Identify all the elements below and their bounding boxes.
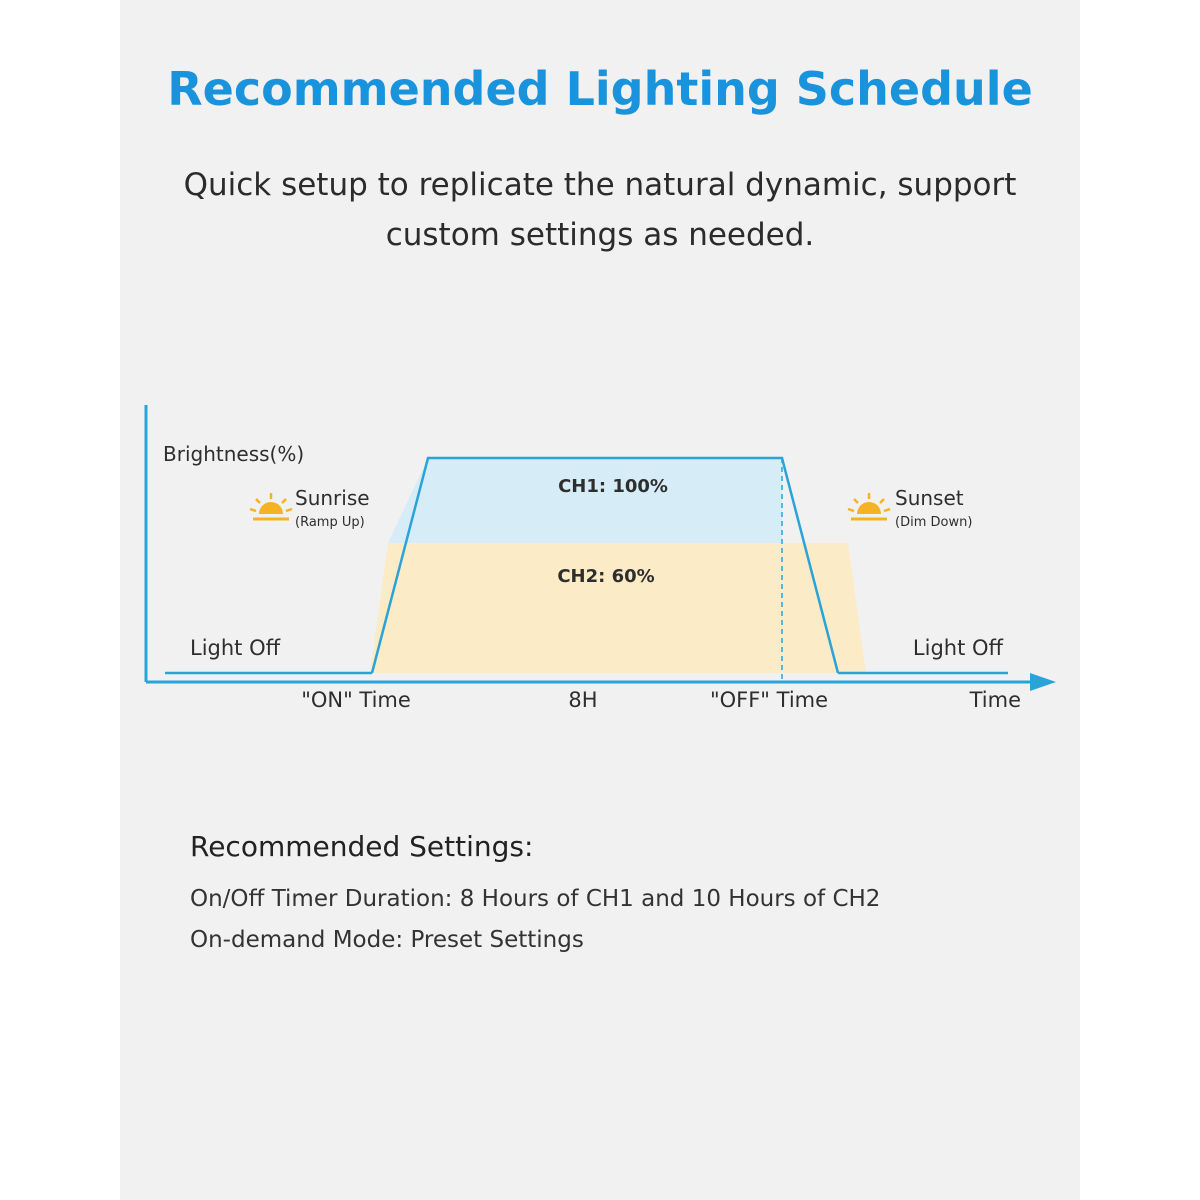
settings-heading: Recommended Settings: bbox=[190, 830, 534, 863]
ch2-label: CH2: 60% bbox=[557, 566, 655, 587]
ch2-area bbox=[370, 543, 866, 673]
page-subtitle: Quick setup to replicate the natural dynamic, support custom settings as needed. bbox=[183, 167, 1017, 253]
setting-timer-duration: On/Off Timer Duration: 8 Hours of CH1 and 10 Hours of CH2 bbox=[190, 886, 881, 912]
ch1-label: CH1: 100% bbox=[558, 476, 668, 497]
sunrise-icon bbox=[250, 493, 292, 519]
duration-label: 8H bbox=[568, 688, 598, 712]
ch1-area bbox=[388, 458, 782, 543]
off-time-label: "OFF" Time bbox=[709, 688, 829, 712]
on-time-label: "ON" Time bbox=[301, 688, 411, 712]
sunset-sub-label: (Dim Down) bbox=[895, 515, 973, 530]
x-axis-arrow-icon bbox=[1030, 673, 1056, 691]
sunset-icon bbox=[848, 493, 890, 519]
page-title: Recommended Lighting Schedule bbox=[167, 62, 1033, 116]
sunrise-label: Sunrise bbox=[295, 486, 370, 510]
setting-on-demand-mode: On-demand Mode: Preset Settings bbox=[190, 927, 584, 953]
light-off-label-right: Light Off bbox=[912, 636, 1003, 660]
sunrise-sub-label: (Ramp Up) bbox=[295, 515, 365, 530]
sunset-label: Sunset bbox=[895, 486, 964, 510]
y-axis-label: Brightness(%) bbox=[163, 442, 305, 466]
x-axis-label: Time bbox=[969, 688, 1021, 712]
light-off-label-left: Light Off bbox=[190, 636, 281, 660]
